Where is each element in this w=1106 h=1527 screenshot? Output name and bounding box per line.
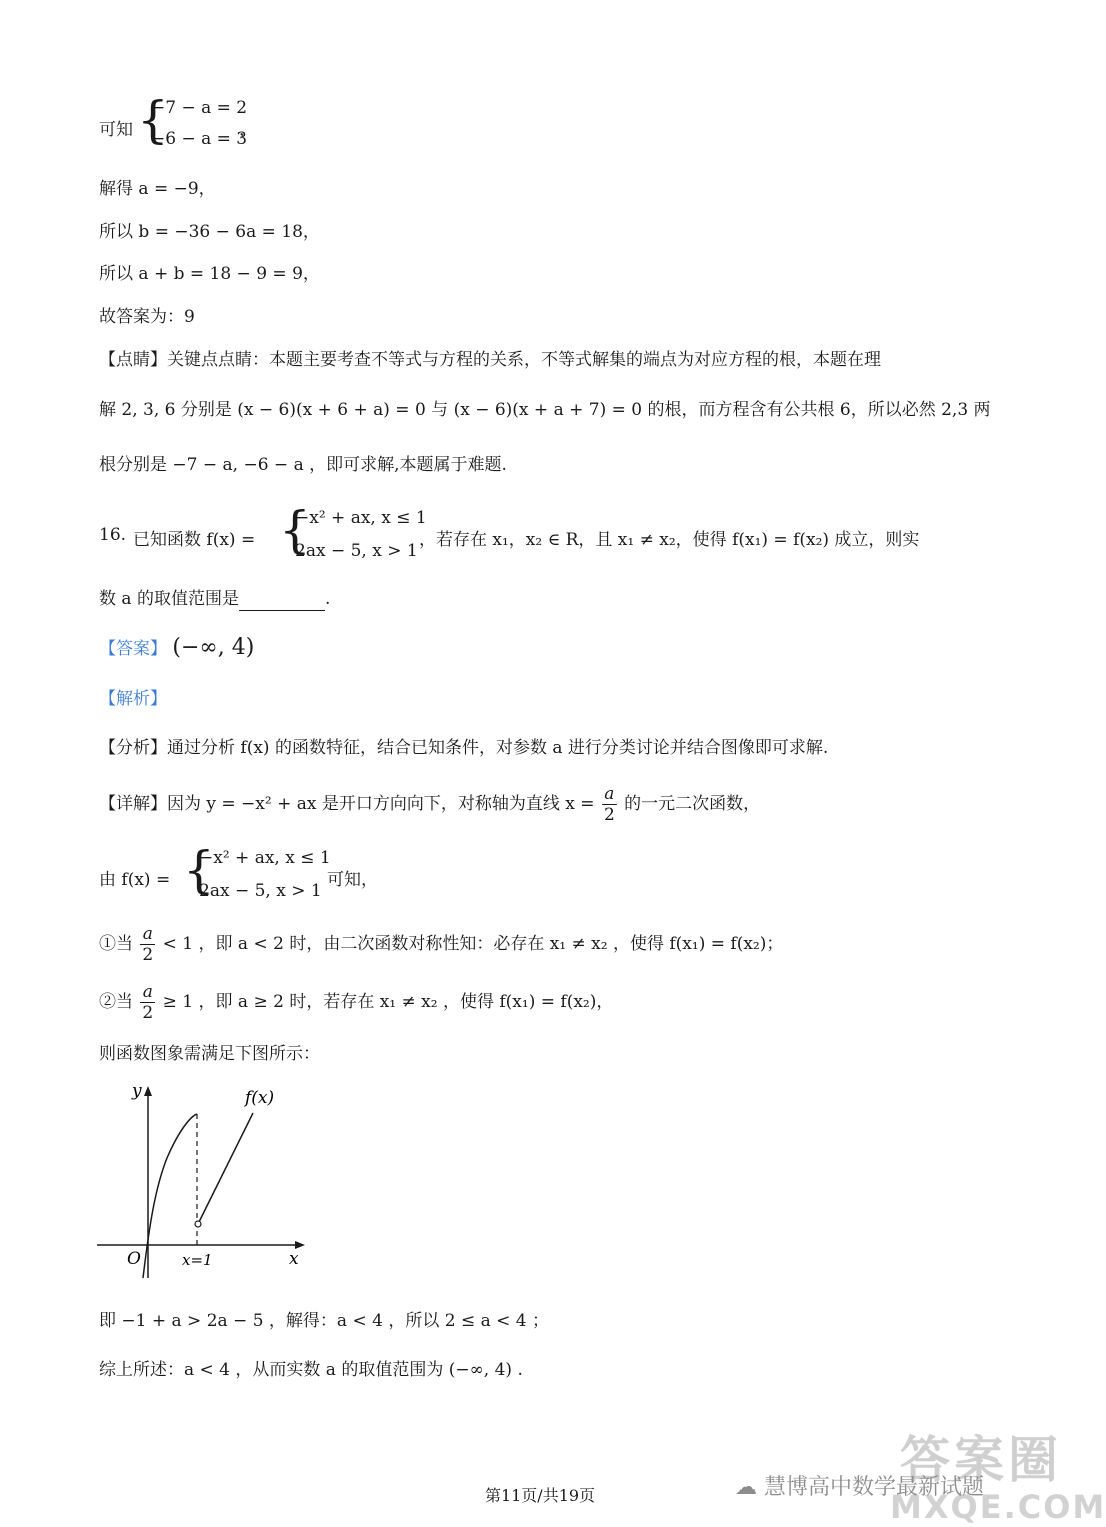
- xiangjie-pre: 因为 y = −x² + ax 是开口方向向下，对称轴为直线 x =: [167, 794, 595, 814]
- open-endpoint: [195, 1221, 201, 1227]
- case-b-pre: ②当: [99, 992, 133, 1012]
- dianjing-line-3: 根分别是 −7 − a, −6 − a ，即可求解,本题属于难题.: [99, 455, 507, 475]
- equation-2: −6 − a = 3: [151, 129, 248, 149]
- case-b-line: [99, 980, 613, 1024]
- fenxi-text: 通过分析 f(x) 的函数特征，结合已知条件，对参数 a 进行分类讨论并结合图像即可求解.: [167, 738, 829, 758]
- case-a-pre: ①当: [99, 934, 133, 954]
- page-footer: 第11页/共19页: [484, 1486, 596, 1505]
- dianjing-label: 【点睛】: [99, 350, 167, 370]
- frac-den: 2: [603, 805, 615, 825]
- system2-suffix: 可知，: [327, 870, 378, 890]
- answer-blank: [239, 592, 325, 611]
- x1-label: x=1: [182, 1251, 213, 1269]
- wechat-icon: ☁: [735, 1475, 757, 1500]
- jiexi-label: 【解析】: [99, 689, 167, 709]
- system2-prefix: 由 f(x) =: [99, 870, 171, 890]
- watermark-text: 慧博高中数学最新试题: [764, 1475, 985, 1500]
- case-a-fraction: [140, 924, 155, 965]
- case-a-frac-num: a: [140, 924, 155, 945]
- dianjing-line-2: 解 2, 3, 6 分别是 (x − 6)(x + 6 + a) = 0 与 (x − 6)(x + a + 7) = 0 的根，而方程含有公共根 6，所以必然 2,3 两: [99, 400, 991, 420]
- conclusion-2: 综上所述：a < 4 ，从而实数 a 的取值范围为 (−∞, 4) .: [99, 1360, 523, 1380]
- step-sum: 所以 a + b = 18 − 9 = 9，: [99, 264, 320, 284]
- conclusion-1: 即 −1 + a > 2a − 5 ，解得：a < 4 ，所以 2 ≤ a < 4 ；: [99, 1311, 550, 1331]
- xiangjie-post: 的一元二次函数，: [624, 794, 761, 814]
- q16-brace: {: [279, 501, 311, 559]
- linear-branch: [199, 1113, 253, 1222]
- q16-line2-text: 数 a 的取值范围是: [99, 589, 239, 609]
- answer-label: 【答案】: [99, 639, 167, 659]
- system2-case-2: 2ax − 5, x > 1: [199, 881, 322, 901]
- fenxi-label: 【分析】: [99, 738, 167, 758]
- system-suffix: ，: [239, 120, 256, 140]
- system-prefix: 可知: [99, 120, 133, 140]
- y-axis-label: y: [132, 1081, 142, 1101]
- case-a-post: < 1 ，即 a < 2 时，由二次函数对称性知：必存在 x₁ ≠ x₂ ，使得 f(x₁) = f(x₂)；: [162, 934, 784, 954]
- xiangjie-line: [99, 782, 760, 826]
- step-b: 所以 b = −36 − 6a = 18，: [99, 222, 320, 242]
- origin-label: O: [127, 1249, 141, 1269]
- y-axis-arrow-icon: [144, 1086, 152, 1096]
- fraction-a-over-2: [602, 784, 617, 825]
- frac-num: a: [602, 784, 617, 805]
- case-b-frac-den: 2: [142, 1003, 154, 1023]
- q16-line2-end: .: [324, 589, 331, 609]
- question-number: 16.: [99, 525, 127, 545]
- fenxi-line: [99, 736, 828, 760]
- x-axis-label: x: [289, 1249, 299, 1269]
- case-b-frac-num: a: [140, 982, 155, 1003]
- case-a-frac-den: 2: [142, 945, 154, 965]
- system2-brace: {: [183, 841, 215, 899]
- equation-1: −7 − a = 2: [151, 98, 248, 118]
- case-b-fraction: [140, 982, 155, 1023]
- step-answer: 故答案为：9: [99, 307, 195, 327]
- left-brace: {: [137, 91, 169, 149]
- q16-case-1: −x² + ax, x ≤ 1: [295, 508, 427, 528]
- fx-label: f(x): [245, 1088, 275, 1108]
- step-solve-a: 解得 a = −9，: [99, 179, 216, 199]
- dianjing-text-1: 关键点点睛：本题主要考查不等式与方程的关系，不等式解集的端点为对应方程的根，本题在理: [167, 350, 881, 370]
- answer-value: (−∞, 4): [172, 635, 255, 660]
- case-b-post: ≥ 1 ，即 a ≥ 2 时，若存在 x₁ ≠ x₂ ，使得 f(x₁) = f(x₂)，: [162, 992, 614, 1012]
- q16-condition: ，若存在 x₁，x₂ ∈ R，且 x₁ ≠ x₂，使得 f(x₁) = f(x₂) 成立，则实: [419, 530, 920, 550]
- watermark-brand: 答案圈: [900, 1431, 1062, 1489]
- answer-line: [99, 636, 254, 661]
- question-intro: 已知函数 f(x) =: [133, 530, 256, 550]
- system2-case-1: −x² + ax, x ≤ 1: [199, 848, 331, 868]
- watermark-url: MXQE.COM: [890, 1488, 1106, 1526]
- question-16-line-2: [99, 587, 330, 611]
- case-a-line: [99, 922, 783, 966]
- graph-intro: 则函数图象需满足下图所示：: [99, 1044, 320, 1064]
- q16-case-2: 2ax − 5, x > 1: [295, 541, 418, 561]
- xiangjie-label: 【详解】: [99, 794, 167, 814]
- dianjing-line-1: [99, 348, 881, 372]
- x-axis-arrow-icon: [295, 1241, 305, 1249]
- function-graph: [95, 1078, 315, 1288]
